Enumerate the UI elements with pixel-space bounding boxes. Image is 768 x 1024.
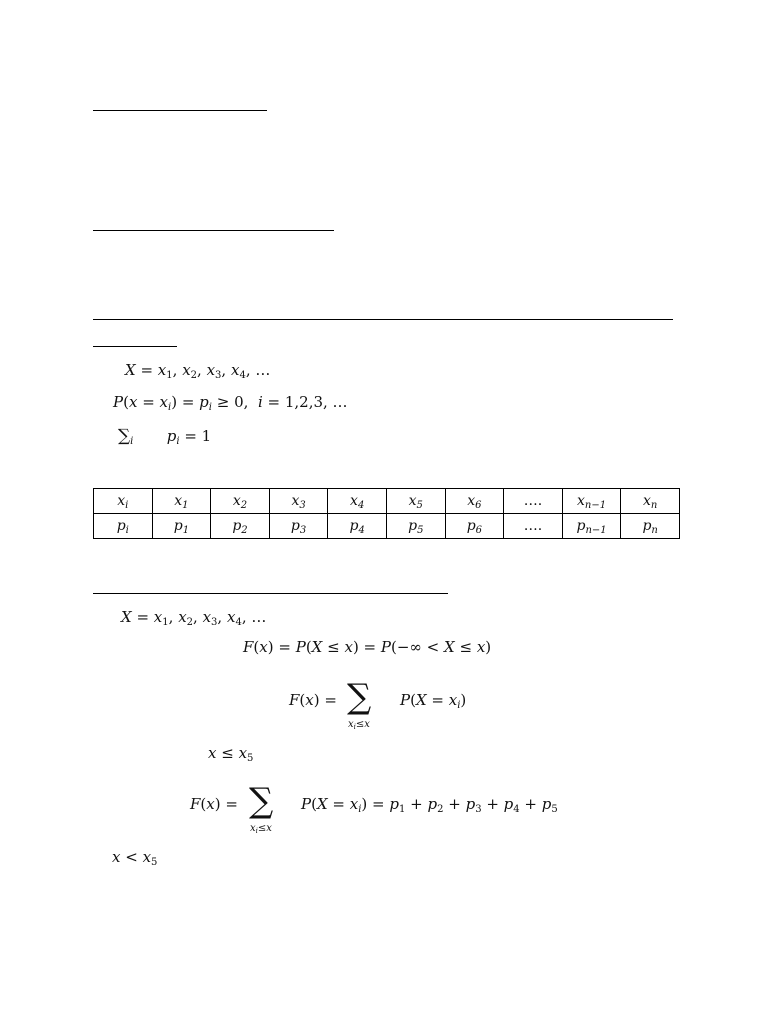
cdf-support-line: $X = x_1$, $x_2$, $x_3$, $x_4$, … <box>121 608 267 628</box>
heading-rule-3 <box>93 319 673 320</box>
pmf-condition-line: $P(x = x_i) = p_i \ge 0$, i = 1,2,3, … <box>113 393 348 413</box>
table-cell: $p_5$ <box>386 514 445 539</box>
distribution-table <box>93 488 680 539</box>
table-cell: …. <box>504 489 563 514</box>
table-cell: $p_6$ <box>445 514 504 539</box>
case-condition: $x \le x_5$ <box>208 744 254 764</box>
table-cell: $x_5$ <box>386 489 445 514</box>
heading-rule-1 <box>93 110 267 111</box>
cdf-sum-right: $P(X = x_i)$ <box>400 691 467 711</box>
example-sum-under: $x_i\le x$ <box>250 823 272 835</box>
example-sum-left: F(x) = <box>190 795 238 813</box>
cdf-sum-under: $x_i\le x$ <box>348 719 370 731</box>
table-cell: $p_n$ <box>621 514 680 539</box>
table-cell: $p_3$ <box>269 514 328 539</box>
bottom-condition: $x < x_5$ <box>112 848 158 868</box>
cdf-sum-left: F(x) = <box>289 691 337 709</box>
table-cell: $p_i$ <box>94 514 153 539</box>
table-cell: $p_4$ <box>328 514 387 539</box>
table-cell: $p_{n-1}$ <box>562 514 621 539</box>
table-cell: …. <box>504 514 563 539</box>
heading-rule-2 <box>93 230 334 231</box>
table-row-probabilities <box>94 514 680 539</box>
table-cell: $x_1$ <box>152 489 211 514</box>
table-cell: $x_i$ <box>94 489 153 514</box>
table-cell: $x_2$ <box>211 489 270 514</box>
table-cell: $x_n$ <box>621 489 680 514</box>
cdf-definition: F(x) = P(X ≤ x) = P(−∞ < X ≤ x) <box>243 638 492 656</box>
table-cell: $p_1$ <box>152 514 211 539</box>
table-cell: $x_{n-1}$ <box>562 489 621 514</box>
sigma-symbol: ∑ <box>347 677 372 717</box>
table-row-values <box>94 489 680 514</box>
support-line: $X = x_1$, $x_2$, $x_3$, $x_4$, … <box>125 361 271 381</box>
pmf-sum-line: $\sum_i$ $p_i = 1$ <box>118 426 212 447</box>
example-sum-right: $P(X = x_i) = p_1 + p_2 + p_3 + p_4 + p_5$ <box>301 795 558 815</box>
table-cell: $x_6$ <box>445 489 504 514</box>
table-cell: $p_2$ <box>211 514 270 539</box>
table-cell: $x_4$ <box>328 489 387 514</box>
heading-rule-5 <box>93 593 448 594</box>
heading-rule-4 <box>93 346 177 347</box>
table-cell: $x_3$ <box>269 489 328 514</box>
sigma-symbol: ∑ <box>249 781 274 821</box>
